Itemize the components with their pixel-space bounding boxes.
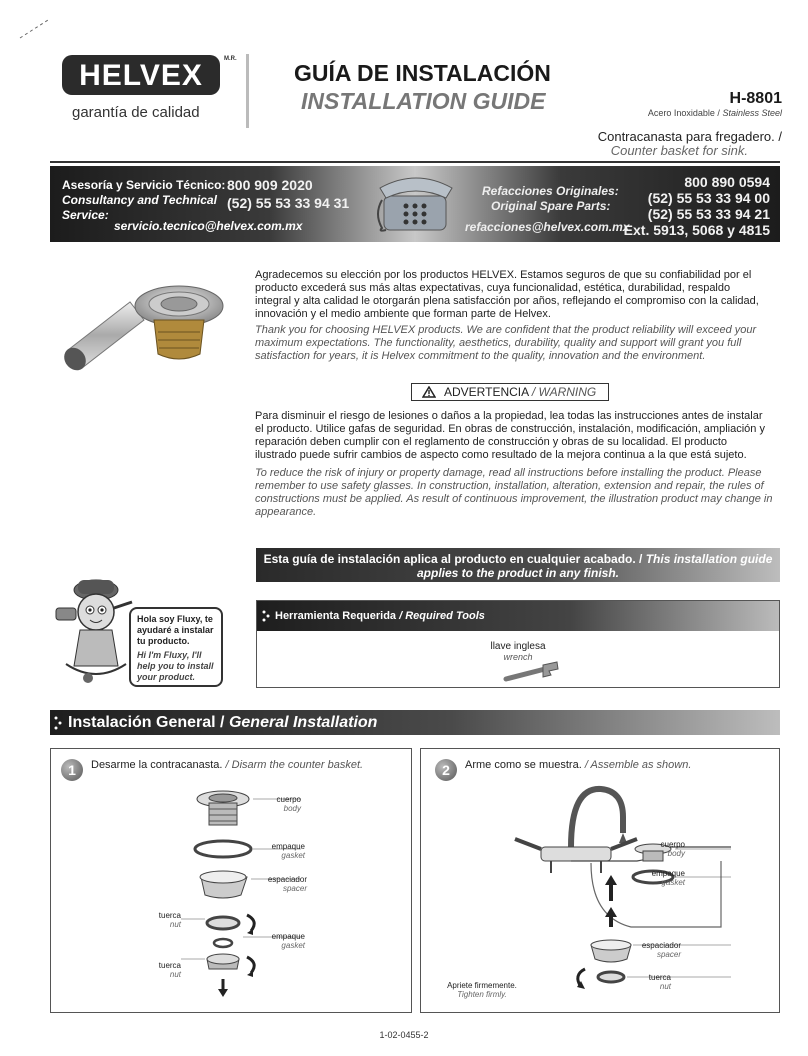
fluxy-text-es: Hola soy Fluxy, te ayudaré a instalar tu producto.: [137, 614, 214, 646]
part-label-es: tuerca: [158, 911, 181, 920]
part-label-es: tuerca: [158, 961, 181, 970]
part-label-en: gasket: [661, 878, 685, 887]
parts-label-en: Original Spare Parts:: [491, 199, 611, 213]
part-label-en: body: [667, 849, 685, 858]
title-english: INSTALLATION GUIDE: [301, 88, 546, 114]
step-1-text-es: Desarme la contracanasta.: [91, 759, 223, 771]
tools-title-en: / Required Tools: [399, 610, 485, 622]
part-label-en: gasket: [281, 851, 305, 860]
parts-label-es: Refacciones Originales:: [482, 184, 619, 198]
step-2-panel: [420, 748, 780, 1013]
part-label-es: cuerpo: [660, 840, 685, 849]
material-es: Acero Inoxidable /: [647, 108, 720, 118]
support-phone-1: 800 909 2020: [227, 177, 313, 193]
warning-text-es: Para disminuir el riesgo de lesiones o daños a la propiedad, lea todas las instrucciones antes de instalar el producto. Utilice gafas de seguridad. En obras de construcción, instalación, modificación, ampliación y reparación deben cumplir con el reglamento de construcción y obras de su localidad. El producto ilustrado puede sufrir cambios de aspecto como resultado de la mejora continua a la que está sujeto.: [255, 410, 765, 461]
warning-label-es: ADVERTENCIA: [444, 385, 529, 399]
support-label-en-2: Service:: [62, 208, 109, 222]
contact-banner: [50, 166, 780, 242]
part-label-en: spacer: [656, 950, 681, 959]
step-1-part-nut: [147, 911, 181, 929]
step-1-part-gasket: [261, 842, 305, 860]
part-label-es: espaciador: [267, 875, 307, 884]
tools-title-es: Herramienta Requerida: [275, 610, 397, 622]
step-1-text-en: / Disarm the counter basket.: [225, 759, 364, 771]
step-2-part-body: [645, 840, 685, 858]
parts-extensions: Ext. 5913, 5068 y 4815: [623, 222, 770, 238]
tighten-text-es: Apriete firmemente.: [447, 981, 517, 990]
sink-assembly-diagram: [511, 777, 731, 1007]
general-title-en: General Installation: [228, 714, 378, 731]
support-label-es: Asesoría y Servicio Técnico:: [62, 178, 226, 192]
warning-label-en: / WARNING: [531, 385, 597, 399]
step-2-part-gasket: [641, 869, 685, 887]
step-1-instruction: [91, 759, 363, 771]
part-label-es: empaque: [651, 869, 685, 878]
part-label-en: body: [283, 804, 301, 813]
general-title-es: Instalación General /: [68, 714, 225, 731]
bullet-dots-icon: [262, 610, 272, 622]
logo-tagline: garantía de calidad: [72, 104, 200, 121]
finish-text-es: Esta guía de instalación aplica al producto en cualquier acabado. /: [263, 552, 643, 566]
part-label-es: espaciador: [641, 941, 681, 950]
document-code: 1-02-0455-2: [379, 1030, 429, 1040]
step-2-part-nut: [635, 973, 671, 991]
part-label-es: cuerpo: [276, 795, 301, 804]
product-description-en: Counter basket for sink.: [610, 143, 748, 158]
parts-phone-2: (52) 55 53 33 94 00: [647, 190, 770, 206]
support-email: servicio.tecnico@helvex.com.mx: [114, 219, 303, 233]
material: [648, 108, 782, 118]
counter-basket-product-image: [58, 276, 238, 376]
step-1-part-spacer: [251, 875, 307, 893]
title-spanish: GUÍA DE INSTALACIÓN: [294, 60, 551, 86]
parts-email: refacciones@helvex.com.mx: [465, 220, 630, 234]
telephone-icon: [372, 170, 462, 236]
part-label-en: nut: [169, 920, 181, 929]
material-en: Stainless Steel: [722, 108, 782, 118]
step-1-number: 1: [61, 759, 83, 781]
tighten-text-en: Tighten firmly.: [457, 990, 507, 999]
tools-header: [257, 601, 779, 631]
part-label-en: gasket: [281, 941, 305, 950]
fluxy-speech-bubble: [129, 607, 223, 687]
support-label-en-1: Consultancy and Technical: [62, 193, 217, 207]
registered-mark: M.R.: [224, 56, 237, 62]
part-label-en: nut: [169, 970, 181, 979]
title-divider: [246, 54, 249, 128]
intro-text-en: Thank you for choosing HELVEX products. We are confident that the product reliability will exceed your maximum expectations. The functionality, aesthetics, durability, quality and support will grant you full satisfaction for years, it is Helvex commitment to the quality, innovation and the environment.: [255, 324, 757, 362]
finish-text-en: This installation guide applies to the product in any finish.: [416, 552, 773, 580]
step-2-part-spacer: [625, 941, 681, 959]
part-label-en: spacer: [282, 884, 307, 893]
bullet-dots-icon: [54, 716, 64, 730]
model-number: H-8801: [729, 90, 782, 107]
step-1-panel: [50, 748, 412, 1013]
general-installation-header: [50, 710, 780, 735]
product-description-es: Contracanasta para fregadero. /: [597, 129, 782, 144]
warning-box: [411, 383, 609, 401]
step-2-instruction: [465, 759, 691, 771]
step-2-text-en: / Assemble as shown.: [584, 759, 692, 771]
fluxy-mascot: [52, 568, 134, 688]
header-rule: [50, 161, 780, 163]
warning-icon: [422, 386, 436, 398]
required-tools-panel: [256, 600, 780, 688]
step-2-tighten-note: [437, 981, 527, 999]
part-label-es: empaque: [271, 842, 305, 851]
corner-cut-mark: [18, 16, 52, 42]
parts-phone-3: (52) 55 53 33 94 21: [647, 206, 770, 222]
step-1-part-body: [261, 795, 301, 813]
step-2-text-es: Arme como se muestra.: [465, 759, 582, 771]
part-label-en: nut: [659, 982, 671, 991]
wrench-icon: [503, 661, 561, 685]
tool-name-en: wrench: [503, 652, 533, 662]
support-phone-2: (52) 55 53 33 94 31: [227, 195, 350, 211]
step-1-part-nut-2: [147, 961, 181, 979]
step-2-number: 2: [435, 759, 457, 781]
step-1-part-gasket-2: [261, 932, 305, 950]
part-label-es: empaque: [271, 932, 305, 941]
finish-banner: [256, 548, 780, 582]
fluxy-text-en: Hi I'm Fluxy, I'll help you to install your product.: [137, 650, 214, 682]
part-label-es: tuerca: [648, 973, 671, 982]
intro-text-es: Agradecemos su elección por los productos HELVEX. Estamos seguros de que su confiabilidad por el producto excederá sus más altas expectativas, cuya funcionalidad, estética, durabilidad, respaldo integral y alta calidad le otorgarán plena satisfacción por años, reflejando el compromiso con la calidad, innovación y el medio ambiente que forman parte de Helvex.: [255, 269, 759, 320]
warning-text-en: To reduce the risk of injury or property damage, read all instructions before installing the product. Please remember to use safety glasses. In construction, installation, alteration, extension and repair, the rules of constructions must be applied. As result of continuous improvement, the illustration product may change in appearance.: [255, 467, 773, 518]
tool-name-es: llave inglesa: [490, 641, 546, 652]
parts-phone-1: 800 890 0594: [684, 174, 770, 190]
helvex-logo: HELVEX: [62, 55, 220, 95]
